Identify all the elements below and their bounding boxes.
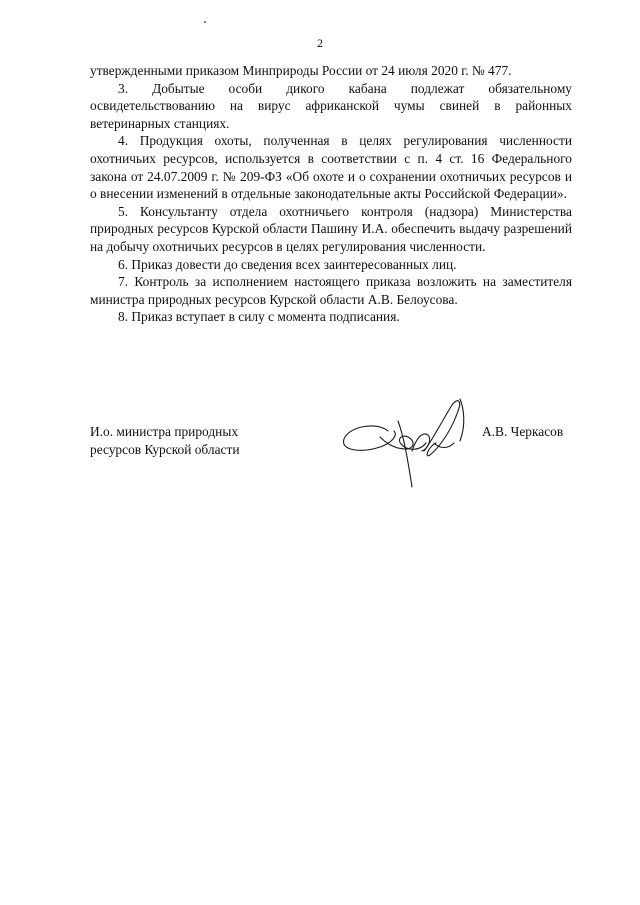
paragraph-item-3: 3. Добытые особи дикого кабана подлежат обязательному освидетельствованию на вирус африканской чумы свиней в районных ветеринарных станциях. bbox=[90, 80, 572, 131]
paragraph-item-6: 6. Приказ довести до сведения всех заинтересованных лиц. bbox=[118, 256, 457, 272]
scan-speck bbox=[204, 21, 206, 23]
signature-block bbox=[90, 423, 580, 503]
handwritten-signature bbox=[336, 391, 472, 493]
signatory-title-line-2: ресурсов Курской области bbox=[90, 442, 240, 457]
signatory-name: А.В. Черкасов bbox=[482, 424, 564, 439]
paragraph-item-4: 4. Продукция охоты, полученная в целях регулирования численности охотничьих ресурсов, используется в соответствии с п. 4 ст. 16 Федерального закона от 24.07.2009 г. № 209-ФЗ «Об охоте и о сохранении охотничьих ресурсов и о внесении изменений в отдельные законодательные акты Российской Федерации». bbox=[90, 133, 572, 202]
document-body bbox=[90, 62, 572, 326]
paragraph-continuation: утвержденными приказом Минприроды России от 24 июля 2020 г. № 477. bbox=[90, 63, 512, 78]
paragraph-item-8: 8. Приказ вступает в силу с момента подписания. bbox=[118, 309, 400, 325]
paragraph-item-5: 5. Консультанту отдела охотничьего контроля (надзора) Министерства природных ресурсов Курской области Пашину И.А. обеспечить выдачу разрешений на добычу охотничьих ресурсов в целях регулирования численности. bbox=[90, 203, 572, 254]
page-number: 2 bbox=[317, 36, 323, 50]
signatory-title bbox=[90, 423, 290, 459]
signatory-title-line-1: И.о. министра природных bbox=[90, 424, 239, 439]
paragraph-item-7: 7. Контроль за исполнением настоящего приказа возложить на заместителя министра природных ресурсов Курской области А.В. Белоусова. bbox=[90, 274, 572, 307]
